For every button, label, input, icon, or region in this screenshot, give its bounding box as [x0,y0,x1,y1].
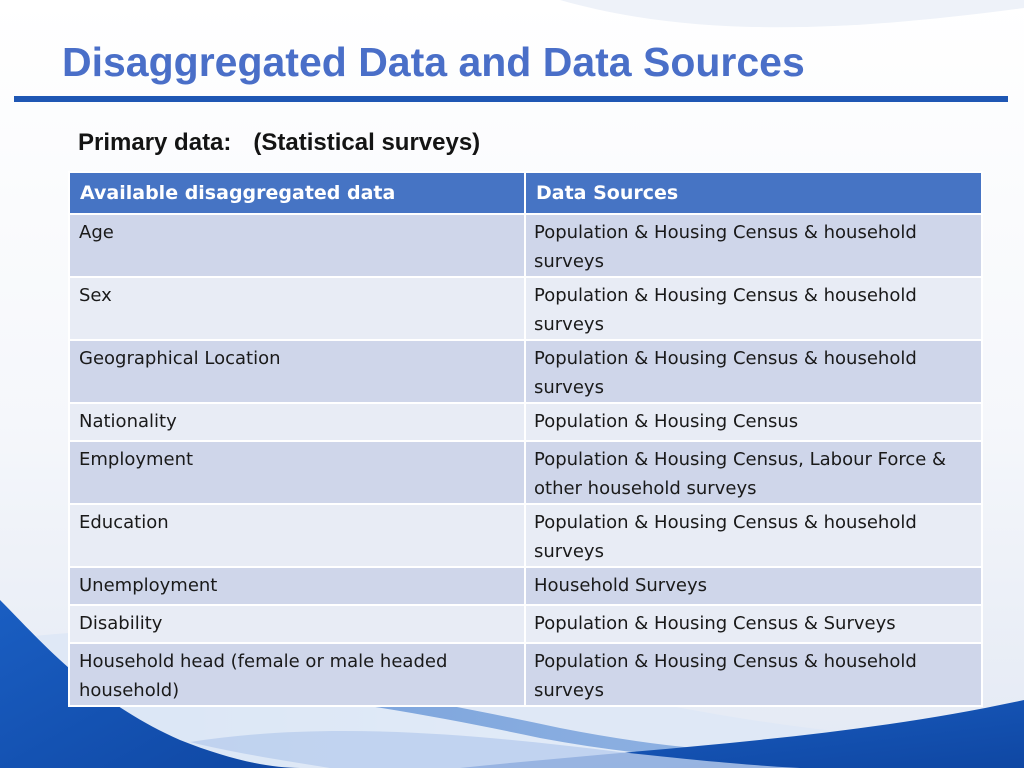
header-available-data [69,172,525,214]
data-cell [69,214,525,277]
data-cell [69,504,525,567]
table-row [69,403,982,441]
source-cell [525,504,982,567]
source-cell-text: Population & Housing Census & household surveys [534,348,917,398]
data-cell-text: Geographical Location [79,348,281,369]
data-cell [69,643,525,706]
source-cell [525,340,982,403]
source-cell [525,605,982,643]
source-cell-text: Population & Housing Census [534,411,799,432]
data-cell-text: Age [79,222,114,243]
table-row [69,277,982,340]
source-cell-text: Population & Housing Census & household surveys [534,651,917,701]
data-cell [69,567,525,605]
data-cell [69,605,525,643]
source-cell-text: Population & Housing Census & household surveys [534,222,917,272]
table-row [69,643,982,706]
source-cell [525,643,982,706]
source-cell [525,403,982,441]
data-cell [69,441,525,504]
table-row [69,340,982,403]
table-row [69,605,982,643]
table-row [69,441,982,504]
table-row [69,214,982,277]
data-cell [69,277,525,340]
source-cell [525,214,982,277]
source-cell-text: Population & Housing Census & household surveys [534,512,917,562]
table-row [69,567,982,605]
slide-subtitle [78,126,480,160]
source-cell [525,567,982,605]
subtitle-label: Primary data: [78,129,232,156]
header-data-sources [525,172,982,214]
data-cell-text: Employment [79,449,194,470]
data-cell-text: Unemployment [79,575,218,596]
data-cell-text: Sex [79,285,112,306]
slide-title: Disaggregated Data and Data Sources [62,39,805,85]
source-cell-text: Population & Housing Census, Labour Force & other household surveys [534,449,947,499]
subtitle-detail: (Statistical surveys) [253,129,481,156]
data-cell-text: Nationality [79,411,177,432]
data-cell [69,403,525,441]
table-header-row [69,172,982,214]
header-data-sources-label: Data Sources [536,182,679,204]
data-cell-text: Household head (female or male headed household) [79,651,448,701]
source-cell-text: Household Surveys [534,575,707,596]
header-available-data-label: Available disaggregated data [80,182,396,204]
data-cell-text: Education [79,512,169,533]
data-cell-text: Disability [79,613,163,634]
title-underline [14,96,1008,102]
source-cell-text: Population & Housing Census & household surveys [534,285,917,335]
source-cell [525,277,982,340]
source-cell-text: Population & Housing Census & Surveys [534,613,896,634]
data-sources-table [68,171,983,707]
table-row [69,504,982,567]
source-cell [525,441,982,504]
data-cell [69,340,525,403]
